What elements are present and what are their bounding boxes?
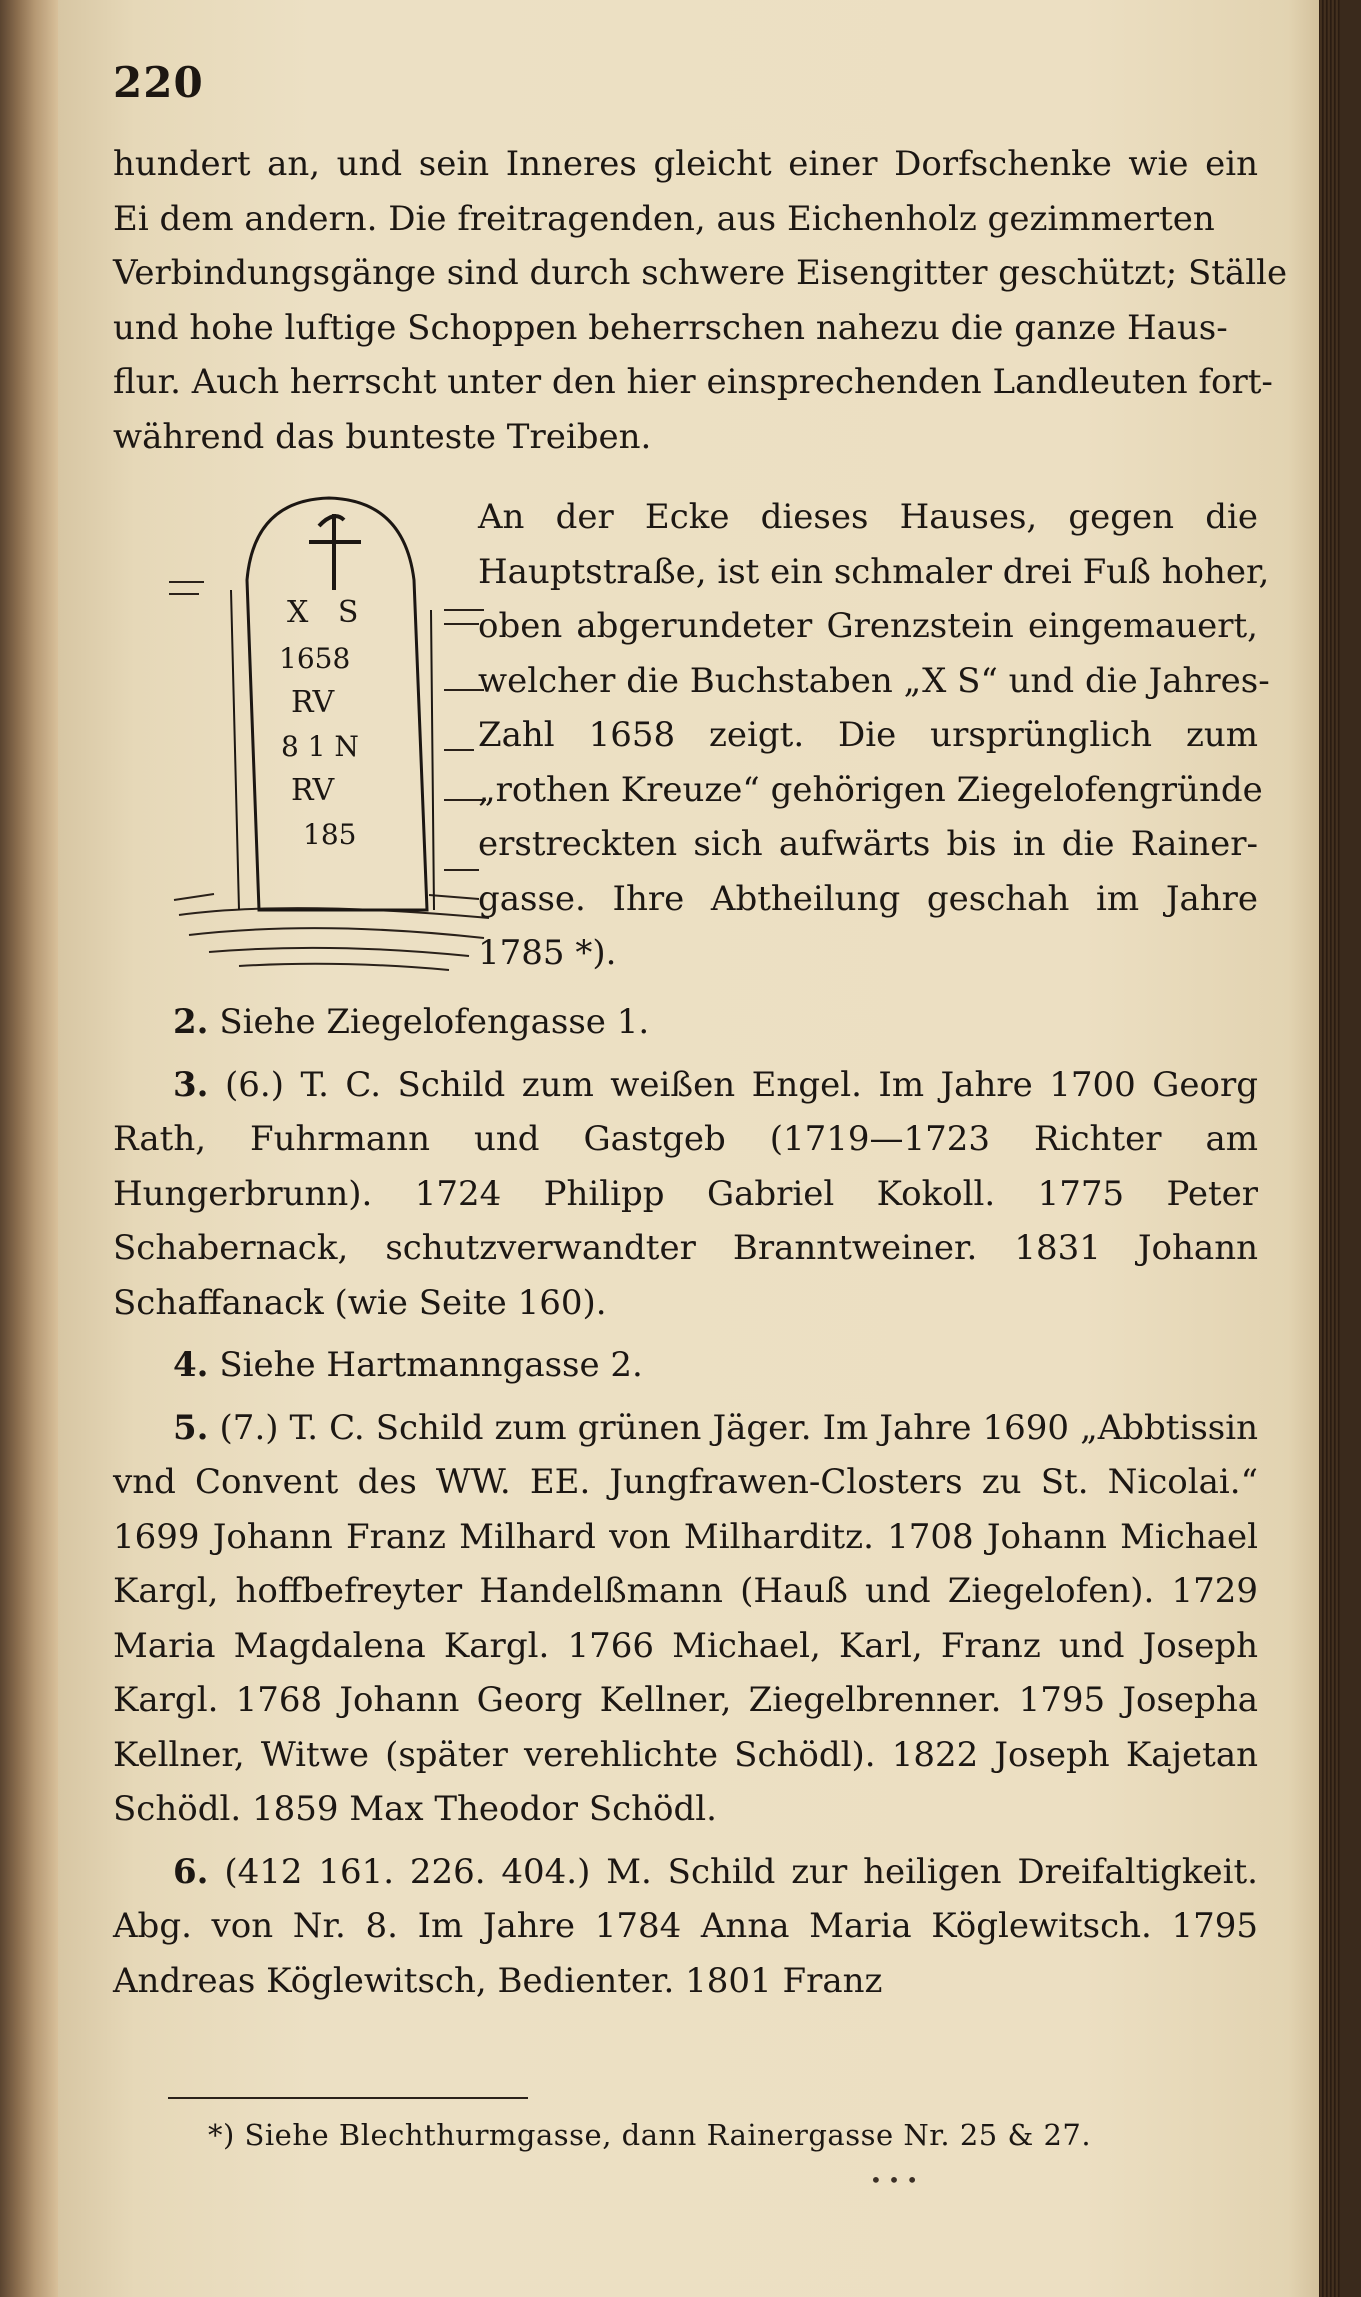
page-number: 220	[113, 58, 204, 107]
entry-number: 6.	[173, 1851, 209, 1892]
entry-number: 2.	[173, 1002, 209, 1042]
stone-inscription: X S	[287, 595, 369, 630]
text-line: Verbindungsgänge sind durch schwere Eisengitter geschützt; Ställe	[113, 253, 1288, 293]
boundary-stone-section	[113, 490, 1270, 980]
text-line: „rothen Kreuze“ gehörigen Ziegelofengründe	[478, 769, 1263, 810]
stone-inscription: 185	[303, 818, 357, 851]
text-line: flur. Auch herrscht unter den hier einsprechenden Landleuten fort-	[113, 362, 1273, 402]
text-line: und hohe luftige Schoppen beherrschen nahezu die ganze Haus-	[113, 307, 1228, 348]
text-line: während das bunteste Treiben.	[113, 416, 652, 457]
footnote-divider	[168, 2097, 528, 2099]
footnote: *) Siehe Blechthurmgasse, dann Rainergasse Nr. 25 & 27.	[208, 2118, 1092, 2152]
text-line: erstreckten sich aufwärts bis in die Rainer-	[478, 824, 1258, 864]
stone-inscription: RV	[291, 773, 335, 808]
entry-number: 4.	[173, 1345, 209, 1385]
text-line: welcher die Buchstaben „X S“ und die Jahres-	[478, 660, 1270, 701]
text-line: gasse. Ihre Abtheilung geschah im Jahre	[478, 878, 1258, 919]
book-spine	[0, 0, 58, 2297]
stone-inscription: RV	[291, 685, 335, 720]
boundary-stone-description	[478, 490, 1270, 981]
text-line: Zahl 1658 zeigt. Die ursprünglich zum	[478, 715, 1258, 755]
stone-inscription: 1658	[279, 642, 351, 675]
text-line: 1785 *).	[478, 933, 617, 973]
cross-mark	[309, 514, 361, 590]
text-line: Hauptstraße, ist ein schmaler drei Fuß hoher,	[478, 551, 1270, 592]
stone-inscription: 8 1 N	[281, 730, 359, 763]
house-entries	[113, 995, 1258, 2016]
entry-5	[113, 1401, 1258, 1837]
boundary-stone-illustration	[169, 490, 499, 980]
signature-mark: • • •	[870, 2168, 919, 2192]
entry-4	[113, 1338, 1258, 1393]
entry-2	[113, 995, 1258, 1050]
entry-number: 3.	[173, 1064, 209, 1105]
entry-number: 5.	[173, 1407, 209, 1448]
text-line: An der Ecke dieses Hauses, gegen die	[478, 497, 1258, 537]
text-line: hundert an, und sein Inneres gleicht einer Dorfschenke wie ein	[113, 144, 1258, 184]
entry-text: (6.) T. C. Schild zum weißen Engel. Im Jahre 1700 Georg Rath, Fuhrmann und Gastgeb (1719—1723 Richter am Hungerbrunn). 1724 Philipp Gabriel Kokoll. 1775 Peter Schabernack, schutzverwandter Branntweiner. 1831 Johann Schaffanack (wie Seite 160).	[113, 1064, 1258, 1323]
intro-paragraph	[113, 137, 1288, 464]
text-line: Ei dem andern. Die freitragenden, aus Eichenholz gezimmerten	[113, 198, 1215, 239]
entry-6	[113, 1845, 1258, 2009]
text-line: oben abgerundeter Grenzstein eingemauert,	[478, 606, 1258, 646]
page-edge	[1319, 0, 1340, 2297]
entry-text: Siehe Ziegelofengasse 1.	[219, 1002, 650, 1042]
entry-text: (412 161. 226. 404.) M. Schild zur heiligen Dreifaltigkeit. Abg. von Nr. 8. Im Jahre 1784 Anna Maria Köglewitsch. 1795 Andreas Köglewitsch, Bedienter. 1801 Franz	[113, 1851, 1258, 2001]
entry-text: (7.) T. C. Schild zum grünen Jäger. Im Jahre 1690 „Abbtissin vnd Convent des WW. EE. Jungfrawen-Closters zu St. Nicolai.“ 1699 Johann Franz Milhard von Milharditz. 1708 Johann Michael Kargl, hoffbefreyter Handelßmann (Hauß und Ziegelofen). 1729 Maria Magdalena Kargl. 1766 Michael, Karl, Franz und Joseph Kargl. 1768 Johann Georg Kellner, Ziegelbrenner. 1795 Josepha Kellner, Witwe (später verehlichte Schödl). 1822 Joseph Kajetan Schödl. 1859 Max Theodor Schödl.	[113, 1407, 1259, 1829]
entry-3	[113, 1058, 1258, 1331]
entry-text: Siehe Hartmanngasse 2.	[219, 1345, 643, 1385]
